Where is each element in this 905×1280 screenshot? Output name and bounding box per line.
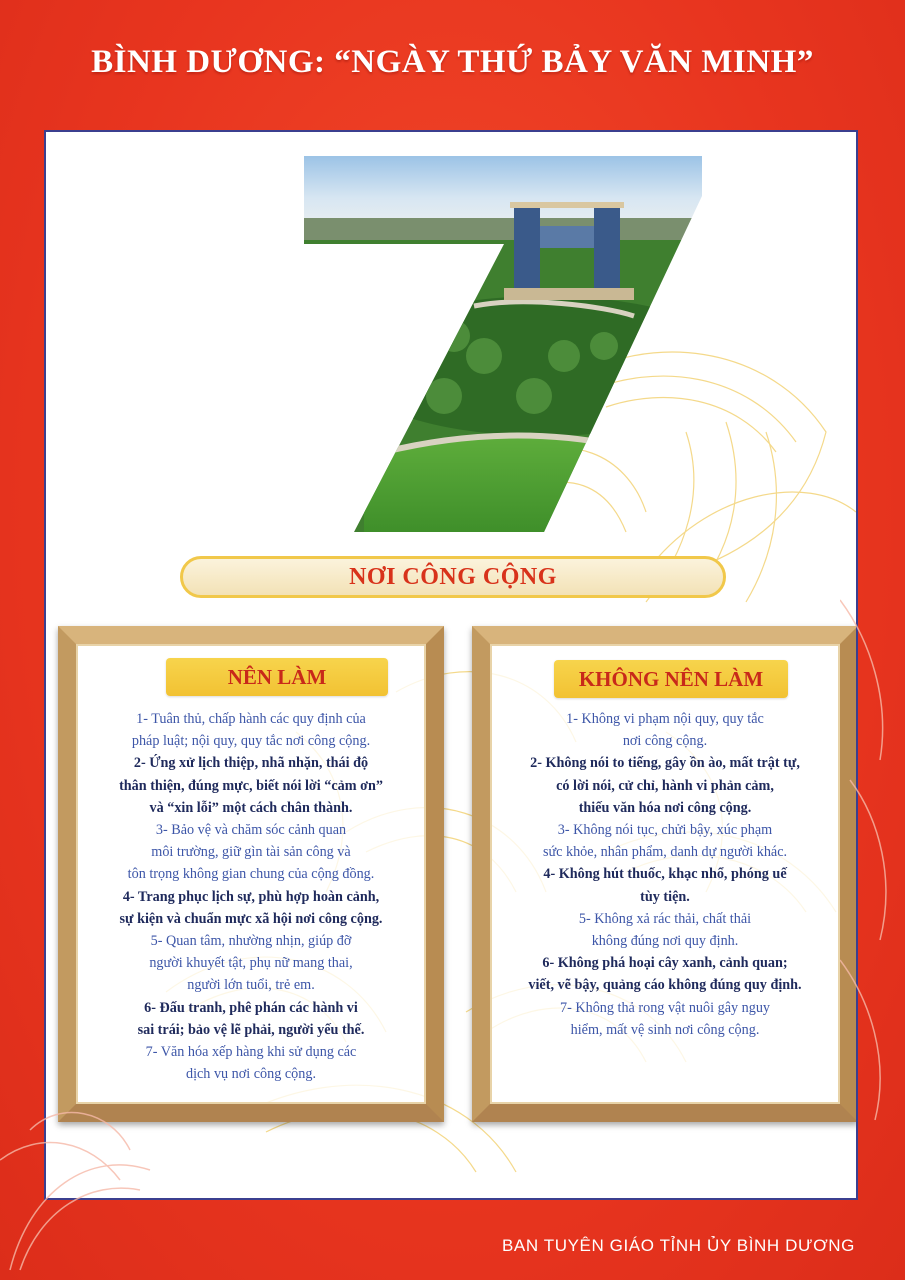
- do-card: [76, 644, 426, 1104]
- do-list-line: tôn trọng không gian chung của cộng đồng.: [127, 866, 375, 883]
- dont-list-line: sức khỏe, nhân phẩm, danh dự người khác.: [542, 844, 788, 861]
- poster-title: BÌNH DƯƠNG: “NGÀY THỨ BẢY VĂN MINH”: [91, 44, 814, 80]
- seven-numeral-photo: [304, 156, 702, 532]
- do-list-line: 6- Đấu tranh, phê phán các hành vi: [144, 999, 358, 1016]
- do-list-line: 7- Văn hóa xếp hàng khi sử dụng các: [145, 1044, 357, 1061]
- do-list-line: 1- Tuân thủ, chấp hành các quy định của: [136, 711, 366, 727]
- dont-list-line: 3- Không nói tục, chửi bậy, xúc phạm: [557, 822, 773, 839]
- do-list-line: pháp luật; nội quy, quy tắc nơi công cộng.: [131, 733, 371, 750]
- do-list-line: 4- Trang phục lịch sự, phù hợp hoàn cảnh,: [122, 888, 380, 905]
- dont-frame: [472, 626, 858, 1122]
- dont-list-line: tùy tiện.: [640, 888, 690, 905]
- dont-list-line: 4- Không hút thuốc, khạc nhổ, phóng uế: [543, 866, 787, 883]
- dont-list-line: 7- Không thả rong vật nuôi gây nguy: [559, 999, 771, 1016]
- dont-list-line: 6- Không phá hoại cây xanh, cảnh quan;: [542, 955, 788, 972]
- dont-list-line: hiểm, mất vệ sinh nơi công cộng.: [570, 1021, 760, 1038]
- dont-heading: KHÔNG NÊN LÀM: [554, 660, 788, 698]
- footer-credit: BAN TUYÊN GIÁO TỈNH ỦY BÌNH DƯƠNG: [501, 1236, 855, 1255]
- do-list-line: người khuyết tật, phụ nữ mang thai,: [149, 955, 353, 972]
- do-list-line: sai trái; bảo vệ lẽ phải, người yếu thế.: [137, 1021, 365, 1038]
- do-list-line: môi trường, giữ gìn tài sản công và: [151, 844, 351, 861]
- dont-list-line: không đúng nơi quy định.: [591, 933, 739, 950]
- dont-list-line: 2- Không nói to tiếng, gây ồn ào, mất trật tự,: [530, 755, 800, 772]
- do-list: [86, 708, 416, 1085]
- dont-list-line: thiếu văn hóa nơi công cộng.: [578, 799, 752, 816]
- do-list-line: 3- Bảo vệ và chăm sóc cảnh quan: [155, 822, 347, 839]
- dont-list-line: nơi công cộng.: [622, 733, 708, 750]
- section-title: NƠI CÔNG CỘNG: [180, 556, 726, 598]
- do-heading: NÊN LÀM: [166, 658, 388, 696]
- do-list-line: 2- Ứng xử lịch thiệp, nhã nhặn, thái độ: [133, 755, 369, 772]
- do-list-line: sự kiện và chuẩn mực xã hội nơi công cộng.: [119, 910, 383, 927]
- do-list-line: 5- Quan tâm, nhường nhịn, giúp đỡ: [150, 933, 352, 950]
- do-list-line: dịch vụ nơi công cộng.: [185, 1066, 317, 1083]
- dont-list: [500, 708, 830, 1041]
- do-list-line: và “xin lỗi” một cách chân thành.: [149, 799, 353, 816]
- do-list-line: thân thiện, đúng mực, biết nói lời “cảm ơn”: [119, 777, 383, 794]
- dont-card: [490, 644, 840, 1104]
- corner-flower-decoration: [0, 1040, 200, 1280]
- do-list-line: người lớn tuổi, trẻ em.: [187, 977, 315, 994]
- dont-list-line: có lời nói, cử chỉ, hành vi phản cảm,: [556, 777, 774, 794]
- dont-list-line: 5- Không xả rác thải, chất thải: [578, 910, 752, 927]
- dont-list-line: viết, vẽ bậy, quảng cáo không đúng quy định.: [528, 977, 802, 994]
- side-flower-decoration: [840, 560, 905, 1160]
- dont-list-line: 1- Không vi phạm nội quy, quy tắc: [566, 711, 764, 727]
